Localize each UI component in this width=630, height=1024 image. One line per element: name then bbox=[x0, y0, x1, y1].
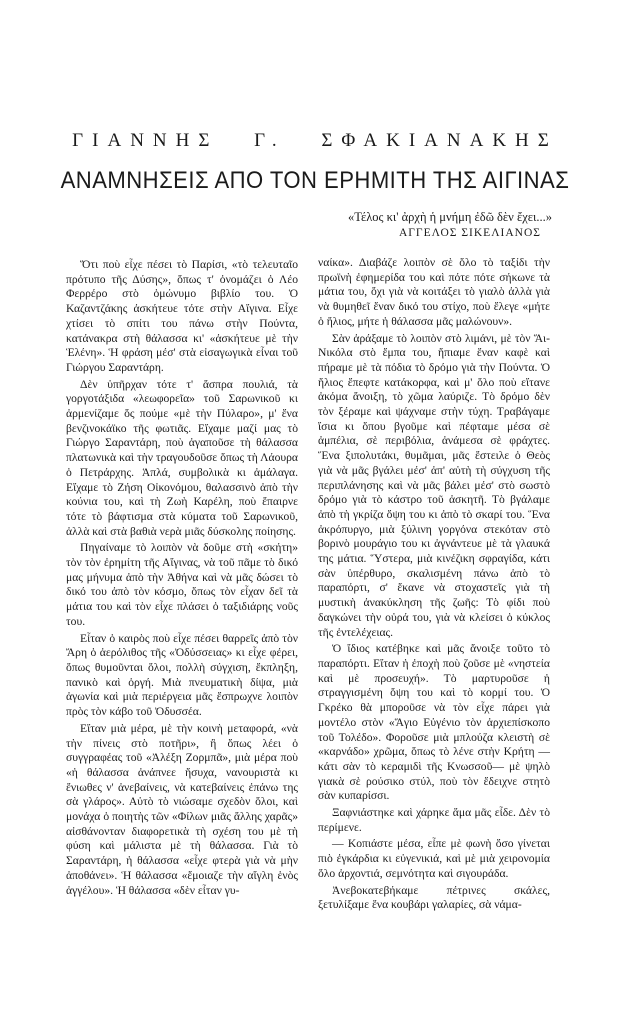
paragraph: Ξαφνιάστηκε καὶ χάρηκε ἅμα μᾶς εἶδε. Δὲν τὸ περίμενε. bbox=[318, 806, 550, 834]
epigraph bbox=[348, 209, 552, 241]
paragraph: ναίκα». Διαβάζε λοιπὸν σὲ ὅλο τὸ ταξίδι τὴν πρωϊνὴ ἐφημερίδα του καὶ πότε πότε σήκωνε τὰ μάτια του, ὄχι γιὰ νὰ κοιτάξει τὸ γιαλὸ ἀλλὰ γιὰ νὰ θυμηθεῖ ἕναν δικό του στίχο, ποὺ ἔλεγε «μήτε ὁ ἥλιος, μήτε ἡ θάλασσα μᾶς μαλώνουν». bbox=[318, 256, 550, 328]
paragraph: Ὅτι ποὺ εἶχε πέσει τὸ Παρίσι, «τὸ τελευταῖο πρότυπο τῆς Δύσης», ὅπως τ' ὀνομάζει ὁ Λέο Φερρέρο στὸ ὁμώνυμο βιβλίο του. Ὁ Καζαντζάκης ἀσκήτευε τότε στὴν Αἴγινα. Εἶχε χτίσει τὸ σπίτι του πάνω στὴν Πούντα, κατάνακρα στὴ θάλασσα κι' «ἀσκήτευε μὲ τὴν Ἑλένη». Ἡ φράση μέσ' στὰ εἰσαγωγικὰ εἶναι τοῦ Γιώργου Σαραντάρη. bbox=[66, 258, 298, 374]
left-column bbox=[66, 258, 298, 900]
right-column bbox=[318, 256, 550, 915]
article-title: ΑΝΑΜΝΗΣΕΙΣ ΑΠΟ ΤΟΝ ΕΡΗΜΙΤΗ ΤΗΣ ΑΙΓΙΝΑΣ bbox=[60, 167, 570, 194]
paragraph: Δὲν ὑπῆρχαν τότε τ' ἄσπρα πουλιά, τὰ γοργοτάξιδα «λεωφορεῖα» τοῦ Σαρωνικοῦ κι ἀρμενίζαμε ὅς πούμε «μὲ τὴν Πύλαρο», μ' ἕνα βενζινοκάϊκο τῆς φωτιᾶς. Εἴχαμε μαζί μας τὸ Γιώργο Σαραντάρη, ποὺ ἀγαποῦσε τὴ θάλασσα πλατωνικὰ καὶ τὴν τραγουδοῦσε ὅπως τὴ Λάουρα ὁ Πετράρχης. Ἁπλά, συμβολικὰ κι ἀμάλαγα. Εἴχαμε τὸ Ζήση Οἰκονόμου, θαλασσινὸ ἀπὸ τὴν κούνια του, καὶ τὴ Ζωὴ Καρέλη, ποὺ ἔπαιρνε τότε τὸ βάφτισμα στὰ κύματα τοῦ Σαρωνικοῦ, ἀλλὰ καὶ στὰ βαθιὰ νερὰ μιᾶς δύσκολης ποίησης. bbox=[66, 377, 298, 538]
epigraph-attribution: ΑΓΓΕΛΟΣ ΣΙΚΕΛΙΑΝΟΣ bbox=[398, 227, 541, 239]
paragraph: Ἀνεβοκατεβήκαμε πέτρινες σκάλες, ξετυλίξαμε ἕνα κουβάρι γαλαρίες, σὰ νάμα- bbox=[318, 883, 550, 912]
epigraph-quote: «Τέλος κι' ἀρχὴ ἡ μνήμη ἐδῶ δὲν ἔχει...» bbox=[347, 210, 552, 224]
paragraph: Σὰν ἀράξαμε τὸ λοιπὸν στὸ λιμάνι, μὲ τὸν Ἅι-Νικόλα στὸ ἔμπα του, ἤπιαμε ἕναν καφὲ καὶ πήραμε μὲ τὰ πόδια τὸ δρόμο γιὰ τὴν Πούντα. Ὁ ἥλιος ἔπεφτε κατάκορφα, καὶ μ' ὅλο ποὺ εἴτανε ἀκόμα ἄνοιξη, τὸ χῶμα λαύριζε. Τὸ δρόμο δὲν τὸν ξέραμε καὶ ψάχναμε στὴν τύχη. Τραβάγαμε ἴσια κι ὅπου βγοῦμε καὶ πέφταμε μέσα σὲ ἀμπέλια, σὲ περιβόλια, ἀνάμεσα σὲ φράχτες. Ἕνα ξιπολυτάκι, θυμᾶμαι, μᾶς ἔστειλε ὁ Θεὸς γιὰ νὰ μᾶς βγάλει μέσ' ἀπ' αὐτὴ τὴ σύγχυση τῆς περιπλάνησης καὶ νὰ μᾶς βάλει μέσ' στὸ σωστὸ δρόμο γιὰ τὸ κάστρο τοῦ ἀσκητῆ. Τὸ βγάλαμε ἀπὸ τὴ γκρίζα ὄψη του κι ἀπὸ τὸ σκαρί του. Ἕνα ἀκρόπυργο, μιὰ ξύλινη γοργόνα στεκόταν στὸ βορινὸ μουράγιο του κι ἀγνάντευε μὲ τὰ γλαυκά της μάτια. Ὕστερα, μιὰ κινέζικη σφραγίδα, κάτι σὰν ὑπέρθυρο, σκαλισμένη πάνω ἀπὸ τὸ παραπόρτι, σ' ἔκανε νὰ στοχαστεῖς γιὰ τὴ μυστικὴ ἀνακύκληση τῆς ζωῆς: Τὸ φίδι ποὺ δαγκώνει τὴν οὐρά του, γιὰ νὰ κλείσει ὁ κύκλος τῆς ἐντελέχειας. bbox=[318, 331, 550, 639]
paragraph: Πηγαίναμε τὸ λοιπὸν νὰ δοῦμε στὴ «σκήτη» τὸν τὸν ἐρημίτη τῆς Αἴγινας, νὰ τοῦ πᾶμε τὸ δικό μας μήνυμα ἀπὸ τὴν Ἀθήνα καὶ νὰ μᾶς δώσει τὸ δικό του ἀπὸ τὸν κόσμο, ὅπως τὸν εἶχαν δεῖ τὰ μάτια του καὶ τὸν εἶχε πλάσει ὁ ταξιδιάρης νοῦς του. bbox=[66, 541, 298, 628]
paragraph: Εἴταν μιὰ μέρα, μὲ τὴν κοινὴ μεταφορά, «νὰ τὴν πίνεις στὸ ποτῆρι», ἢ ὅπως λέει ὁ συγγραφέας τοῦ «Ἀλέξη Ζορμπᾶ», μιὰ μέρα ποὺ «ἡ θάλασσα ἀνάπνεε ἥσυχα, νανουριστὰ κι ἔνιωθες ν' ἀνεβαίνεις, νὰ κατεβαίνεις ἐπάνω της σὰ γλάρος». Αὐτὸ τὸ νιώσαμε σχεδὸν ὅλοι, καὶ μονάχα ὁ ποιητὴς τῶν «Φίλων μιᾶς ἄλλης χαρᾶς» αἰσθάνονταν διαφορετικὰ τὴ σχέση του μὲ τὴ φύση καὶ μάλιστα μὲ τὴ θάλασσα. Γιὰ τὸ Σαραντάρη, ἡ θάλασσα «εἶχε φτερὰ γιὰ νὰ μὴν ἀποθάνει». Ἡ θάλασσα «ἔμοιαζε τὴν αἴγλη ἑνὸς ἀγγέλου». Ἡ θάλασσα «δὲν εἶταν γυ- bbox=[66, 721, 298, 897]
paragraph: Ὁ ἴδιος κατέβηκε καὶ μᾶς ἄνοιξε τοῦτο τὸ παραπόρτι. Εἴταν ἡ ἐποχὴ ποὺ ζοῦσε μὲ «νηστεία καὶ μὲ προσευχή». Τὸ μαρτυροῦσε ἡ στραγγισμένη ὄψη του καὶ τὸ κορμί του. Ὁ Γκρέκο θὰ μποροῦσε νὰ τὸν εἶχε πάρει γιὰ μοντέλο στὸν «Ἅγιο Εὐγένιο τὸν ἀρχιεπίσκοπο τοῦ Τολέδο». Φοροῦσε μιὰ μπλούζα κλειστὴ σὲ «καρνάδο» χρῶμα, ὅπως τὸ λένε στὴν Κρήτη — κάτι σὰν τὸ κεραμιδὶ τῆς Κνωσσοῦ— μὲ ψηλὸ γιακὰ σὲ ρούσικο στύλ, ποὺ τὸν ἔδειχνε στητὸ σὰν κυπαρίσσι. bbox=[318, 642, 550, 803]
author-name: ΓΙΑΝΝΗΣ Γ. ΣΦΑΚΙΑΝΑΚΗΣ bbox=[72, 130, 558, 151]
paragraph: Εἶταν ὁ καιρὸς ποὺ εἶχε πέσει θαρρεῖς ἀπὸ τὸν Ἄρη ὁ ἀερόλιθος τῆς «Ὀδύσσειας» κι εἶχε φέρει, ὅπως θυμοῦνται ὅλοι, πολλὴ σύγχιση, ἔκπληξη, πανικὸ καὶ ὀργή. Μιὰ πνευματικὴ δίψα, μιὰ ἀγωνία καὶ μιὰ περιέργεια μᾶς ἔσπρωχνε λοιπὸν πρὸς τὸν κάβο τοῦ Ὀδυσσέα. bbox=[66, 631, 298, 719]
paragraph: — Κοπιάστε μέσα, εἶπε μὲ φωνὴ ὅσο γίνεται πιὸ ἐγκάρδια κι εὐγενικιά, καὶ μὲ μιὰ χειρονομία ὅλο ἀρχοντιά, σεμνότητα καὶ σιγουράδα. bbox=[318, 837, 550, 880]
